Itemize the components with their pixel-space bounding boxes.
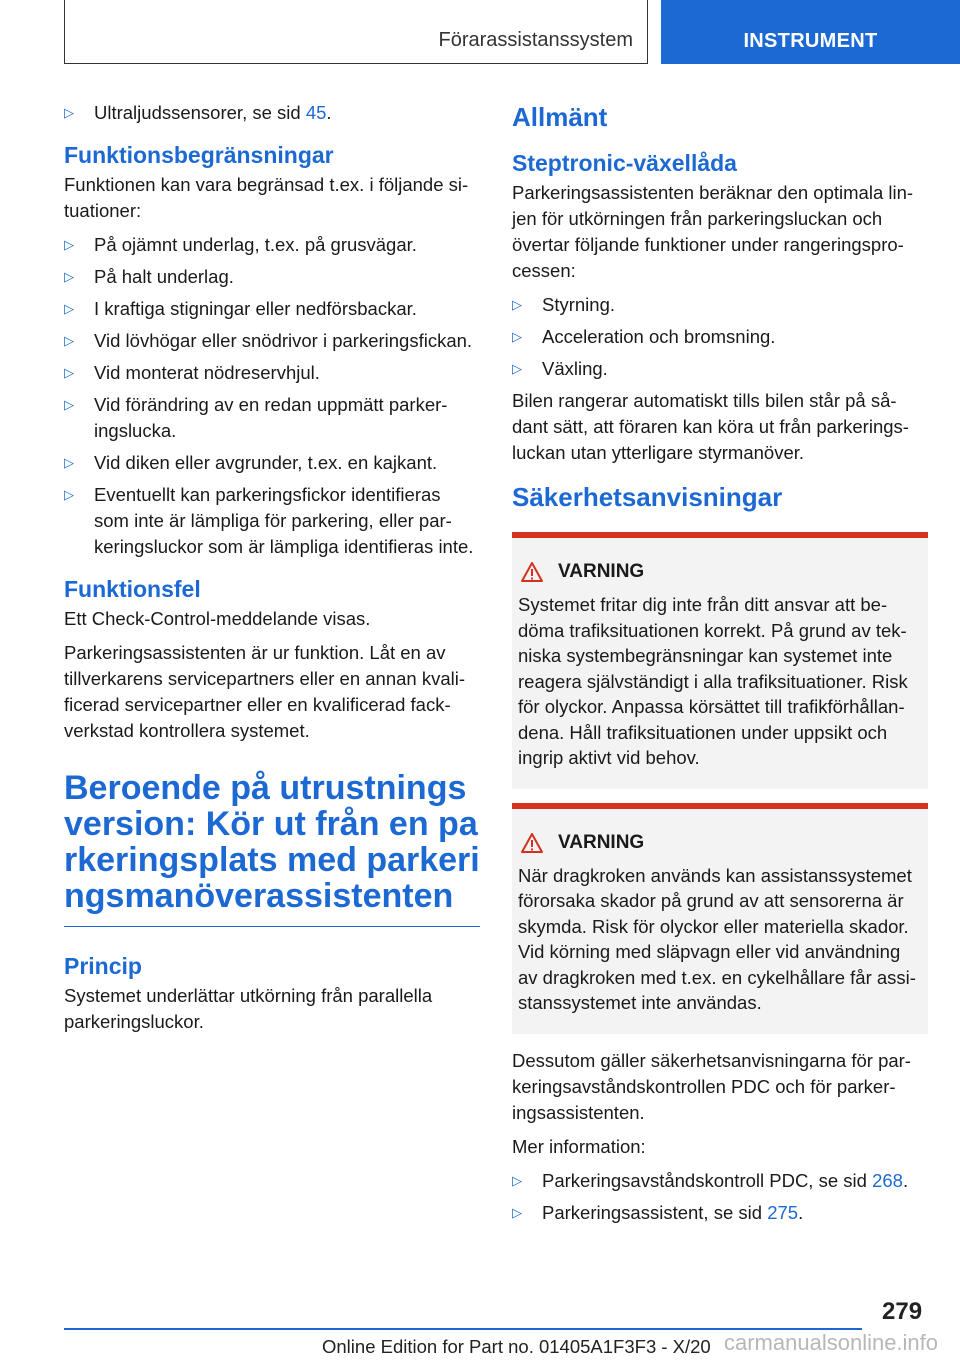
- bullet-triangle-icon: ▷: [512, 361, 522, 376]
- list-item: ▷ Ultraljudssensorer, se sid 45.: [64, 100, 480, 126]
- list-item: ▷ Vid lövhögar eller snödrivor i parkeringsfickan.: [64, 328, 480, 354]
- bullet-triangle-icon: ▷: [512, 329, 522, 344]
- principle-heading: Princip: [64, 953, 142, 979]
- bullet-triangle-icon: ▷: [64, 269, 74, 284]
- bullet-triangle-icon: ▷: [512, 1204, 522, 1220]
- bullet-triangle-icon: ▷: [64, 487, 74, 502]
- list-item: ▷ Växling.: [512, 356, 928, 382]
- bullet-triangle-icon: ▷: [512, 297, 522, 312]
- page-link[interactable]: 268: [872, 1169, 903, 1191]
- warning-title: VARNING: [558, 561, 645, 582]
- warning-triangle-icon: [520, 832, 544, 854]
- intro-list: [64, 100, 480, 126]
- fault-text-1: Ett Check-Control-meddelande visas.: [64, 608, 371, 629]
- limits-list: [64, 232, 480, 560]
- left-column: [64, 100, 480, 1043]
- more-info-list: [512, 1168, 928, 1226]
- more-info-label: Mer information:: [512, 1135, 646, 1157]
- bullet-triangle-icon: ▷: [64, 397, 74, 412]
- warning-triangle-icon: [520, 561, 544, 583]
- warning-text: När dragkroken används kan assistanssystemet förorsaka skador på grund av att sensorerna är skymda. Risk för olyckor eller materiella skador. Vid körning med släpvagn eller vid användning av dragkroken med t.ex. en cykelhållare får assi‐ stanssystemet inte användas.: [518, 864, 916, 1013]
- bullet-triangle-icon: ▷: [64, 365, 74, 380]
- bullet-triangle-icon: ▷: [64, 333, 74, 348]
- bullet-triangle-icon: ▷: [64, 237, 74, 252]
- bullet-triangle-icon: ▷: [64, 301, 74, 316]
- bullet-triangle-icon: ▷: [64, 455, 74, 470]
- header-section-box: [64, 0, 648, 64]
- warning-text: Systemet fritar dig inte från ditt ansvar att be‐ döma trafiksituationen korrekt. På grund av tek‐ niska systembegränsningar kan systemet inte reagera självständigt i alla trafiksituationer. Risk för olyckor. Anpassa körsättet till trafikförhållan‐ dena. Håll trafiksituationen under uppsikt och ingrip aktivt vid behov.: [518, 594, 908, 768]
- safety-heading: Säkerhetsanvisningar: [512, 482, 783, 512]
- right-column: [512, 100, 928, 1232]
- watermark: carmanualsonline.info: [724, 1330, 939, 1355]
- list-item: ▷ På ojämnt underlag, t.ex. på grusvägar.: [64, 232, 480, 258]
- steptronic-heading: Steptronic-växellåda: [512, 150, 737, 176]
- header-tab-label: INSTRUMENT: [743, 30, 878, 52]
- list-item: ▷ Vid diken eller avgrunder, t.ex. en kajkant.: [64, 450, 480, 476]
- footer-edition: Online Edition for Part no. 01405A1F3F3 - X/20: [322, 1336, 711, 1357]
- steptronic-list: [512, 292, 928, 382]
- header-section-title: Förarassistanssystem: [438, 29, 633, 51]
- main-heading: Beroende på utrustningsversion: Kör ut från en parkeringsplats med parkeringsmanöverassistenten: [64, 770, 480, 927]
- list-item: ▷ Vid monterat nödreservhjul.: [64, 360, 480, 386]
- list-item: ▷ Parkeringsavståndskontroll PDC, se sid 268.: [512, 1168, 928, 1194]
- fault-text-2: Parkeringsassistenten är ur funktion. Låt en av tillverkarens servicepartners eller en annan kvali‐ ficerad servicepartner eller en kvalificerad fack‐ verkstad kontrollera systemet.: [64, 642, 466, 741]
- list-item: ▷ Eventuellt kan parkeringsfickor identifieras som inte är lämpliga för parkering, eller par‐ keringsluckor som är lämpliga identifieras inte.: [64, 484, 474, 557]
- bullet-triangle-icon: ▷: [512, 1172, 522, 1188]
- list-item: ▷ I kraftiga stigningar eller nedförsbackar.: [64, 296, 480, 322]
- fault-heading: Funktionsfel: [64, 576, 201, 602]
- page-link[interactable]: 275: [767, 1201, 799, 1223]
- list-item: ▷ Acceleration och bromsning.: [512, 324, 928, 350]
- page-number: 279: [882, 1298, 923, 1325]
- list-item: ▷ Parkeringsassistent, se sid 275.: [512, 1200, 928, 1226]
- bullet-triangle-icon: ▷: [64, 105, 74, 120]
- general-heading: Allmänt: [512, 102, 608, 132]
- page-link[interactable]: 45: [305, 102, 327, 123]
- steptronic-after: Bilen rangerar automatiskt tills bilen står på så‐ dant sätt, att föraren kan köra ut från parkerings‐ luckan utan ytterligare styrmanöver.: [512, 390, 909, 463]
- also-text: Dessutom gäller säkerhetsanvisningarna för par‐ keringsavståndskontrollen PDC och för parker‐ ingsassistenten.: [512, 1049, 911, 1123]
- principle-text: Systemet underlättar utkörning från parallella parkeringsluckor.: [64, 985, 433, 1032]
- header-tab[interactable]: [661, 0, 960, 64]
- steptronic-text: Parkeringsassistenten beräknar den optimala lin‐ jen för utkörningen från parkeringsluckan och övertar följande funktioner under rangeringspro‐ cessen:: [512, 182, 914, 281]
- warning-title: VARNING: [558, 831, 645, 853]
- warning-box: [512, 532, 928, 789]
- list-item: ▷ Vid förändring av en redan uppmätt parker‐ ingslucka.: [64, 394, 448, 441]
- list-item: ▷ På halt underlag.: [64, 264, 480, 290]
- limits-intro: Funktionen kan vara begränsad t.ex. i följande si‐ tuationer:: [64, 174, 469, 221]
- warning-box: [512, 803, 928, 1034]
- list-item: ▷ Styrning.: [512, 292, 928, 318]
- limits-heading: Funktionsbegränsningar: [64, 142, 334, 168]
